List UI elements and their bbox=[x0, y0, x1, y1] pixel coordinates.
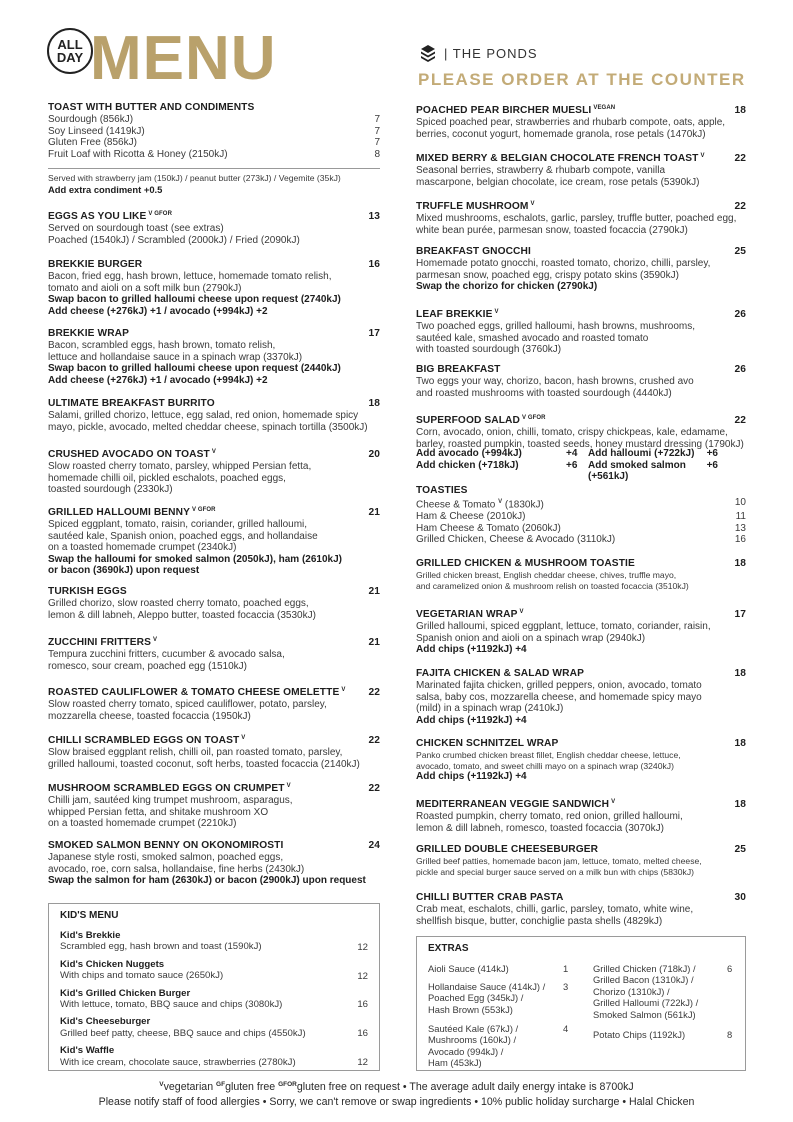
menu-item-title-row bbox=[48, 684, 380, 699]
menu-item-title: EGGS AS YOU LIKE bbox=[48, 211, 147, 222]
menu-item-title-row bbox=[48, 634, 380, 649]
menu-item-title: VEGETARIAN WRAP bbox=[416, 609, 518, 620]
menu-item-price: 18 bbox=[734, 738, 746, 749]
extra-item-line: Grilled Halloumi (722kJ) / bbox=[593, 997, 699, 1009]
menu-item-price: 18 bbox=[734, 105, 746, 116]
menu-item-price: 22 bbox=[368, 783, 380, 794]
menu-item-description: avocado, tomato, and sweet chilli mayo on a spinach wrap (3240kJ) bbox=[416, 760, 674, 771]
menu-item-title-row bbox=[48, 840, 380, 852]
diet-tag: V bbox=[241, 735, 246, 741]
menu-item-option: Add chips (+1192kJ) +4 bbox=[416, 644, 527, 656]
menu-item bbox=[48, 840, 380, 887]
kids-item-description: Grilled beef patty, cheese, BBQ sauce and chips (4550kJ) bbox=[60, 1027, 306, 1039]
diet-tag: V bbox=[341, 687, 346, 693]
kids-menu-item bbox=[60, 959, 368, 982]
menu-item bbox=[416, 796, 746, 834]
extra-item bbox=[593, 963, 698, 1020]
menu-item bbox=[416, 738, 746, 783]
menu-item-option: Swap the halloumi for smoked salmon (2050kJ), ham (2610kJ) bbox=[48, 553, 342, 565]
toast-row: Fruit Loaf with Ricotta & Honey (2150kJ) 8 bbox=[48, 148, 380, 160]
extra-item-price: 3 bbox=[563, 981, 569, 992]
menu-item-title-row bbox=[416, 844, 746, 856]
menu-item-description: Seasonal berries, strawberry & rhubarb compote, vanilla bbox=[416, 165, 666, 176]
menu-item bbox=[48, 780, 380, 830]
menu-item-title-row bbox=[416, 738, 746, 750]
toast-title: TOAST WITH BUTTER AND CONDIMENTS bbox=[48, 102, 255, 113]
footer-notice: Please notify staff of food allergies • Sorry, we can't remove or swap ingredients • 10% public holiday surcharge • Halal Chicken bbox=[98, 1096, 695, 1108]
extra-item-line: Potato Chips (1192kJ) bbox=[593, 1029, 686, 1040]
menu-item bbox=[416, 412, 746, 450]
menu-item-description: toasted sourdough (2330kJ) bbox=[48, 484, 173, 496]
menu-item-description: Homemade potato gnocchi, roasted tomato, chorizo, chilli, parsley, bbox=[416, 258, 711, 269]
kids-item-name: Kid's Brekkie bbox=[60, 930, 121, 941]
menu-item-description: lemon & dill labneh, Aleppo butter, toasted focaccia (3530kJ) bbox=[48, 609, 316, 621]
menu-item-description: Marinated fajita chicken, grilled peppers, onion, avocado, tomato bbox=[416, 680, 702, 691]
menu-item-title: FAJITA CHICKEN & SALAD WRAP bbox=[416, 668, 584, 679]
menu-item-title: ROASTED CAULIFLOWER & TOMATO CHEESE OMELETTE bbox=[48, 687, 340, 698]
menu-item-description: Poached (1540kJ) / Scrambled (2000kJ) / Fried (2090kJ) bbox=[48, 234, 300, 246]
menu-item-title: TURKISH EGGS bbox=[48, 586, 127, 597]
toastie-row: Ham Cheese & Tomato (2060kJ) 13 bbox=[416, 522, 746, 534]
toast-section bbox=[48, 102, 380, 160]
kids-item-price: 16 bbox=[357, 999, 368, 1011]
menu-item-description: sautéed kale, Spanish onion, poached eggs, and hollandaise bbox=[48, 530, 318, 542]
menu-item-title: MIXED BERRY & BELGIAN CHOCOLATE FRENCH TOAST bbox=[416, 153, 699, 164]
kids-items bbox=[60, 930, 368, 1068]
menu-item-description: salsa, baby cos, mozzarella cheese, and homemade spicy mayo bbox=[416, 691, 702, 703]
menu-item-price: 18 bbox=[368, 398, 380, 409]
toastie-row: Ham & Cheese (2010kJ) 11 bbox=[416, 510, 746, 522]
extra-item-price: 6 bbox=[727, 963, 733, 974]
menu-item-description: mascarpone, belgian chocolate, ice cream, rose petals (5390kJ) bbox=[416, 176, 700, 188]
menu-item bbox=[416, 558, 746, 591]
menu-item-title-row bbox=[48, 328, 380, 340]
menu-item-price: 22 bbox=[734, 201, 746, 212]
menu-item bbox=[48, 586, 380, 621]
menu-item-option: Add cheese (+276kJ) +1 / avocado (+994kJ) +2 bbox=[48, 305, 268, 317]
menu-item-description: whipped Persian fetta, and shitake mushroom XO bbox=[48, 806, 269, 818]
menu-item-description: and caramelized onion & mushroom relish on toasted focaccia (3510kJ) bbox=[416, 580, 689, 591]
menu-item-price: 22 bbox=[734, 153, 746, 164]
menu-item-title: GRILLED HALLOUMI BENNY bbox=[48, 507, 190, 518]
extra-item-line: Aioli Sauce (414kJ) bbox=[428, 963, 509, 974]
toast-row: Soy Linseed (1419kJ) 7 bbox=[48, 125, 380, 137]
menu-item bbox=[416, 606, 746, 656]
extra-item bbox=[593, 1029, 685, 1040]
menu-item bbox=[48, 504, 380, 577]
menu-item-price: 17 bbox=[734, 609, 746, 620]
menu-item bbox=[48, 328, 380, 386]
menu-item-price: 13 bbox=[368, 211, 380, 222]
menu-item-description: Grilled chicken breast, English cheddar cheese, chives, truffle mayo, bbox=[416, 570, 677, 580]
extra-item-line: Grilled Bacon (1310kJ) / bbox=[593, 974, 694, 986]
menu-item bbox=[416, 306, 746, 356]
menu-item-description: Grilled halloumi, spiced eggplant, lettuce, tomato, coriander, raisin, bbox=[416, 621, 711, 632]
menu-item bbox=[48, 634, 380, 672]
menu-item-price: 25 bbox=[734, 246, 746, 257]
extra-item-line: Hollandaise Sauce (414kJ) / bbox=[428, 981, 546, 992]
toast-divider bbox=[48, 168, 380, 169]
menu-item-description: Crab meat, eschalots, chilli, garlic, parsley, tomato, white wine, bbox=[416, 904, 694, 915]
menu-item-title-row bbox=[48, 732, 380, 747]
toast-row: Sourdough (856kJ) 7 bbox=[48, 114, 380, 125]
menu-item-title-row bbox=[416, 668, 746, 680]
extras-box bbox=[416, 936, 746, 1071]
extra-item bbox=[428, 1023, 518, 1069]
menu-item-description: berries, coconut yogurt, homemade granola, rose petals (1470kJ) bbox=[416, 128, 706, 140]
extra-item-price: 8 bbox=[727, 1029, 733, 1040]
menu-item-price: 18 bbox=[734, 558, 746, 569]
menu-item-title-row bbox=[416, 198, 746, 213]
menu-item-description: Bacon, fried egg, hash brown, lettuce, homemade tomato relish, bbox=[48, 271, 332, 282]
menu-item-description: Spiced poached pear, strawberries and rhubarb compote, oats, apple, bbox=[416, 117, 726, 128]
menu-item-price: 16 bbox=[368, 259, 380, 270]
diet-tag: V bbox=[700, 153, 705, 159]
menu-item-price: 21 bbox=[368, 637, 380, 648]
menu-item bbox=[416, 668, 746, 726]
menu-item-title: LEAF BREKKIE bbox=[416, 309, 493, 320]
menu-item bbox=[416, 102, 746, 140]
extra-item-line: Ham (453kJ) bbox=[428, 1057, 482, 1069]
extra-item-price: 1 bbox=[563, 963, 569, 974]
menu-item-description: with toasted sourdough (3760kJ) bbox=[416, 344, 562, 356]
menu-item bbox=[416, 150, 746, 188]
menu-item bbox=[416, 844, 746, 877]
menu-item-option: Add cheese (+276kJ) +1 / avocado (+994kJ) +2 bbox=[48, 374, 268, 386]
kids-item-name: Kid's Waffle bbox=[60, 1045, 115, 1057]
menu-item-description: mayo, pickle, avocado, melted cheddar cheese, spinach tortilla (3500kJ) bbox=[48, 421, 368, 433]
toast-served-with bbox=[48, 173, 380, 195]
toast-row: Gluten Free (856kJ) 7 bbox=[48, 137, 380, 149]
extra-item bbox=[428, 981, 545, 1015]
diet-tag: V GFOR bbox=[521, 415, 546, 421]
superfood-addons bbox=[416, 448, 746, 483]
menu-item-description: Served on sourdough toast (see extras) bbox=[48, 223, 224, 234]
menu-item-description: parmesan snow, poached egg, crispy potato skins (3590kJ) bbox=[416, 269, 679, 281]
menu-item-description: Corn, avocado, onion, chilli, tomato, crispy chickpeas, kale, edamame, bbox=[416, 427, 728, 438]
menu-item-title: MEDITERRANEAN VEGGIE SANDWICH bbox=[416, 799, 610, 810]
menu-item-description: on a toasted homemade crumpet (2340kJ) bbox=[48, 542, 237, 554]
menu-item-description: Spiced eggplant, tomato, raisin, coriander, grilled halloumi, bbox=[48, 519, 308, 530]
kids-menu-item bbox=[60, 1045, 368, 1068]
menu-item-price: 22 bbox=[734, 415, 746, 426]
kids-item-price: 12 bbox=[357, 941, 368, 953]
right-column bbox=[416, 102, 746, 927]
kids-menu-item bbox=[60, 988, 368, 1011]
menu-item-price: 21 bbox=[368, 586, 380, 597]
menu-item-description: romesco, sour cream, poached egg (1510kJ) bbox=[48, 660, 247, 672]
menu-item bbox=[48, 732, 380, 770]
menu-item-description: Two eggs your way, chorizo, bacon, hash browns, crushed avo bbox=[416, 376, 694, 387]
diet-tag: V bbox=[530, 201, 535, 207]
kids-item-name: Kid's Cheeseburger bbox=[60, 1016, 151, 1028]
extra-item-line: Chorizo (1310kJ) / bbox=[593, 985, 670, 997]
toasties-title: TOASTIES bbox=[416, 485, 468, 496]
menu-item-title: ZUCCHINI FRITTERS bbox=[48, 637, 152, 648]
kids-menu-title: KID'S MENU bbox=[60, 910, 119, 921]
diet-tag: VEGAN bbox=[593, 105, 616, 111]
menu-item-title: CHICKEN SCHNITZEL WRAP bbox=[416, 738, 559, 749]
menu-item-title: TRUFFLE MUSHROOM bbox=[416, 201, 529, 212]
kids-menu-item bbox=[60, 1016, 368, 1039]
toastie-row: Cheese & Tomato $^V$ (1830kJ) 10 bbox=[416, 497, 746, 511]
menu-item-option: Add chips (+1192kJ) +4 bbox=[416, 714, 527, 726]
menu-item-description: shellfish bisque, butter, conchiglie pasta shells (4829kJ) bbox=[416, 915, 663, 927]
extras-title: EXTRAS bbox=[428, 943, 469, 954]
menu-item-price: 30 bbox=[734, 892, 746, 903]
menu-item-title-row bbox=[48, 446, 380, 461]
menu-item bbox=[48, 684, 380, 722]
menu-item-description: Two poached eggs, grilled halloumi, hash browns, mushrooms, bbox=[416, 321, 696, 332]
menu-item-title: BREKKIE WRAP bbox=[48, 328, 130, 339]
toastie-row: Grilled Chicken, Cheese & Avocado (3110kJ) 16 bbox=[416, 534, 746, 546]
menu-item-description: homemade chilli oil, pickled eschalots, poached eggs, bbox=[48, 472, 286, 484]
toasties-section bbox=[416, 485, 746, 546]
menu-item-title: CHILLI BUTTER CRAB PASTA bbox=[416, 892, 564, 903]
brand bbox=[420, 44, 538, 62]
extra-condiment: Add extra condiment +0.5 bbox=[48, 183, 163, 195]
menu-item-title-row bbox=[416, 558, 746, 570]
diet-tag: V bbox=[153, 637, 158, 643]
menu-item-title-row bbox=[48, 208, 380, 223]
badge-line-1: ALL bbox=[57, 37, 83, 52]
menu-item-description: Chilli jam, sautéed king trumpet mushroom, asparagus, bbox=[48, 795, 293, 806]
menu-item-description: grilled halloumi, toasted coconut, soft herbs, toasted focaccia (2140kJ) bbox=[48, 758, 360, 770]
menu-item-description: sautéed kale, smashed avocado and roasted tomato bbox=[416, 332, 649, 344]
menu-item-description: Salami, grilled chorizo, lettuce, egg salad, red onion, homemade spicy bbox=[48, 410, 359, 421]
menu-item-description: and roasted mushrooms with toasted sourdough (4440kJ) bbox=[416, 387, 672, 399]
menu-title: MENU bbox=[90, 24, 277, 93]
kids-item-description: With lettuce, tomato, BBQ sauce and chips (3080kJ) bbox=[60, 999, 283, 1011]
badge-line-2: DAY bbox=[56, 50, 84, 65]
addon-row: Add chicken (+718kJ) +6 Add smoked salmon (+561kJ) +6 bbox=[416, 459, 718, 483]
menu-item-description: barley, roasted pumpkin, toasted seeds, honey mustard dressing (1790kJ) bbox=[416, 438, 744, 450]
addon-row: Add avocado (+994kJ) +4 Add halloumi (+722kJ) +6 bbox=[416, 448, 718, 459]
menu-item-title: CRUSHED AVOCADO ON TOAST bbox=[48, 449, 210, 460]
kids-item-description: Scrambled egg, hash brown and toast (1590kJ) bbox=[60, 941, 262, 953]
menu-item bbox=[416, 246, 746, 293]
menu-item-title-row bbox=[48, 504, 380, 519]
menu-item-description: Panko crumbed chicken breast fillet, English cheddar cheese, lettuce, bbox=[416, 750, 681, 760]
menu-item bbox=[48, 208, 380, 246]
kids-item-name: Kid's Chicken Nuggets bbox=[60, 958, 165, 970]
footer-legend: $^V$vegetarian $^{GF}$gluten free $^{GFOR}$gluten free on request • The average adult daily energy intake is 8700kJ bbox=[159, 1081, 634, 1093]
menu-item-description: avocado, roe, corn salsa, hollandaise, fine herbs (2430kJ) bbox=[48, 863, 305, 875]
menu-item-description: white bean purée, parmesan snow, toasted focaccia (2790kJ) bbox=[416, 224, 688, 236]
menu-item-title: SMOKED SALMON BENNY ON OKONOMIROSTI bbox=[48, 840, 284, 851]
menu-item-title-row bbox=[416, 364, 746, 376]
menu-item-price: 24 bbox=[368, 840, 380, 851]
toast-rows bbox=[48, 114, 380, 160]
kids-item-price: 12 bbox=[357, 1057, 368, 1069]
menu-item bbox=[48, 446, 380, 496]
all-day-badge bbox=[47, 28, 93, 74]
menu-item-price: 22 bbox=[368, 687, 380, 698]
menu-item-title-row bbox=[416, 796, 746, 811]
menu-item-title-row bbox=[416, 412, 746, 427]
left-column bbox=[48, 102, 380, 902]
extra-item-line: Sautéed Kale (67kJ) / bbox=[428, 1023, 519, 1034]
menu-item-option: Swap the chorizo for chicken (2790kJ) bbox=[416, 281, 598, 293]
kids-item-description: With chips and tomato sauce (2650kJ) bbox=[60, 970, 224, 982]
menu-item bbox=[416, 892, 746, 927]
menu-item-price: 22 bbox=[368, 735, 380, 746]
ponds-logo-icon bbox=[420, 44, 436, 62]
kids-menu-box bbox=[48, 903, 380, 1071]
diet-tag: V bbox=[611, 799, 616, 805]
diet-tag: V bbox=[519, 609, 524, 615]
menu-item-title: SUPERFOOD SALAD bbox=[416, 415, 520, 426]
menu-item-description: Grilled beef patties, homemade bacon jam, lettuce, tomato, melted cheese, bbox=[416, 856, 702, 866]
menu-item-description: tomato and aioli on a soft milk bun (2790kJ) bbox=[48, 282, 242, 294]
menu-item-title: GRILLED DOUBLE CHEESEBURGER bbox=[416, 844, 599, 855]
menu-item-option: Swap bacon to grilled halloumi cheese upon request (2740kJ) bbox=[48, 294, 341, 306]
menu-item-title: BREKKIE BURGER bbox=[48, 259, 143, 270]
menu-item-price: 18 bbox=[734, 668, 746, 679]
order-notice: PLEASE ORDER AT THE COUNTER bbox=[418, 70, 746, 89]
menu-item-title-row bbox=[48, 586, 380, 598]
menu-item bbox=[48, 259, 380, 317]
menu-item-description: Roasted pumpkin, cherry tomato, red onion, grilled halloumi, bbox=[416, 811, 683, 822]
menu-item-title-row bbox=[416, 306, 746, 321]
menu-item-option: or bacon (3690kJ) upon request bbox=[48, 565, 200, 577]
menu-item-price: 25 bbox=[734, 844, 746, 855]
extra-item-price: 4 bbox=[563, 1023, 569, 1034]
menu-item-description: Slow roasted cherry tomato, spiced cauliflower, potato, parsley, bbox=[48, 699, 327, 710]
extra-item-line: Grilled Chicken (718kJ) / bbox=[593, 963, 696, 974]
menu-item-description: lemon & dill labneh, romesco, toasted focaccia (3070kJ) bbox=[416, 822, 664, 834]
menu-item-title: CHILLI SCRAMBLED EGGS ON TOAST bbox=[48, 735, 240, 746]
menu-item-description: mozzarella cheese, toasted focaccia (1950kJ) bbox=[48, 710, 251, 722]
menu-item-price: 26 bbox=[734, 309, 746, 320]
extra-item-line: Hash Brown (553kJ) bbox=[428, 1003, 513, 1015]
brand-name: | THE PONDS bbox=[444, 45, 538, 61]
menu-item-description: Bacon, scrambled eggs, hash brown, tomato relish, bbox=[48, 340, 276, 351]
extra-item-line: Avocado (994kJ) / bbox=[428, 1045, 504, 1057]
menu-item bbox=[416, 198, 746, 236]
menu-item bbox=[48, 398, 380, 433]
menu-item-description: (mild) in a spinach wrap (2410kJ) bbox=[416, 703, 564, 715]
menu-item-title-row bbox=[416, 102, 746, 117]
menu-item-description: Tempura zucchini fritters, cucumber & avocado salsa, bbox=[48, 649, 285, 660]
diet-tag: V bbox=[211, 449, 216, 455]
extra-item-line: Smoked Salmon (561kJ) bbox=[593, 1008, 696, 1020]
extra-item bbox=[428, 963, 509, 974]
menu-item-title-row bbox=[48, 398, 380, 410]
menu-item-title: ULTIMATE BREAKFAST BURRITO bbox=[48, 398, 215, 409]
menu-item-option: Swap bacon to grilled halloumi cheese upon request (2440kJ) bbox=[48, 363, 341, 375]
diet-tag: V GFOR bbox=[192, 507, 216, 513]
menu-item-description: Slow braised eggplant relish, chilli oil, pan roasted tomato, parsley, bbox=[48, 747, 343, 758]
menu-item-title-row bbox=[416, 606, 746, 621]
menu-item-description: lettuce and hollandaise sauce in a spinach wrap (3370kJ) bbox=[48, 351, 303, 363]
menu-item-title-row bbox=[416, 246, 746, 258]
menu-item-description: Mixed mushrooms, eschalots, garlic, parsley, truffle butter, poached egg, bbox=[416, 213, 737, 224]
menu-item-description: Grilled chorizo, slow roasted cherry tomato, poached eggs, bbox=[48, 598, 309, 609]
menu-item-title-row bbox=[48, 259, 380, 271]
menu-item-price: 18 bbox=[734, 799, 746, 810]
kids-item-price: 16 bbox=[357, 1028, 368, 1040]
extra-item-line: Poached Egg (345kJ) / bbox=[428, 992, 524, 1004]
menu-item-description: Slow roasted cherry tomato, parsley, whipped Persian fetta, bbox=[48, 461, 312, 472]
menu-item bbox=[416, 364, 746, 399]
menu-item-option: Add chips (+1192kJ) +4 bbox=[416, 771, 527, 783]
menu-item-description: pickle and special burger sauce served on a milk bun with chips (5830kJ) bbox=[416, 866, 695, 877]
served-with-text: Served with strawberry jam (150kJ) / peanut butter (273kJ) / Vegemite (35kJ) bbox=[48, 173, 341, 183]
menu-item-description: Spanish onion and aioli on a spinach wrap (2940kJ) bbox=[416, 632, 646, 644]
menu-item-title: BREAKFAST GNOCCHI bbox=[416, 246, 531, 257]
menu-item-price: 20 bbox=[368, 449, 380, 460]
extra-item-line: Mushrooms (160kJ) / bbox=[428, 1034, 517, 1046]
kids-item-description: With ice cream, chocolate sauce, strawberries (2780kJ) bbox=[60, 1056, 296, 1068]
menu-item-title-row bbox=[48, 780, 380, 795]
menu-item-title: BIG BREAKFAST bbox=[416, 364, 501, 375]
diet-tag: V bbox=[286, 783, 291, 789]
menu-item-title: MUSHROOM SCRAMBLED EGGS ON CRUMPET bbox=[48, 783, 285, 794]
diet-tag: V GFOR bbox=[148, 211, 173, 217]
menu-item-price: 21 bbox=[368, 507, 380, 518]
menu-item-description: Japanese style rosti, smoked salmon, poached eggs, bbox=[48, 852, 284, 863]
menu-item-title: GRILLED CHICKEN & MUSHROOM TOASTIE bbox=[416, 558, 635, 569]
menu-item-price: 17 bbox=[368, 328, 380, 339]
kids-item-name: Kid's Grilled Chicken Burger bbox=[60, 987, 191, 999]
menu-item-title-row bbox=[416, 150, 746, 165]
kids-item-price: 12 bbox=[357, 970, 368, 982]
menu-item-option: Swap the salmon for ham (2630kJ) or bacon (2900kJ) upon request bbox=[48, 875, 366, 887]
menu-item-title-row bbox=[416, 892, 746, 904]
diet-tag: V bbox=[494, 309, 499, 315]
menu-item-description: on a toasted homemade crumpet (2210kJ) bbox=[48, 818, 237, 830]
kids-menu-item bbox=[60, 930, 368, 953]
menu-item-price: 26 bbox=[734, 364, 746, 375]
menu-item-title: POACHED PEAR BIRCHER MUESLI bbox=[416, 105, 592, 116]
